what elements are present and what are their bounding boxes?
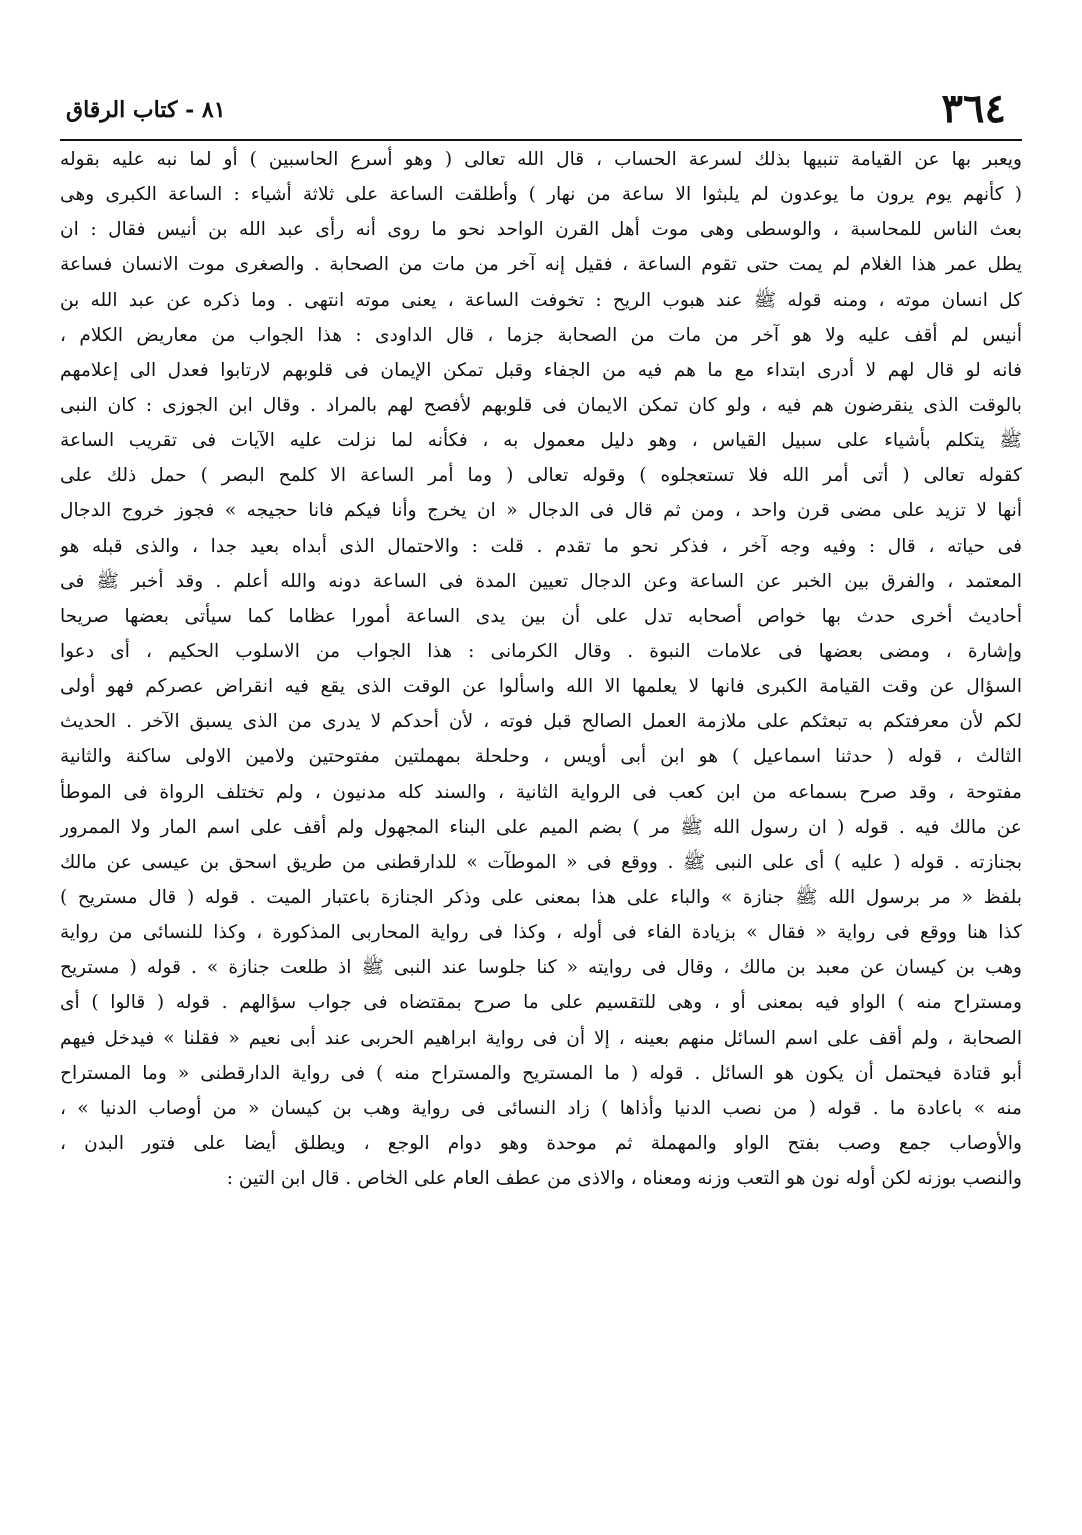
- text-line: الصحابة ، ولم أقف على اسم السائل منهم بعينه ، إلا أن فى رواية ابراهيم الحربى عند أبى نعيم « فقلنا » فيدخل فيهم: [60, 1027, 1022, 1049]
- text-line: عن مالك فيه . قوله ( ان رسول الله ﷺ مر ) بضم الميم على البناء المجهول ولم أقف على اسم المار ولا الممرور: [60, 816, 1022, 838]
- text-line: لكم لأن معرفتكم به تبعثكم على ملازمة العمل الصالح قبل فوته ، لأن أحدكم لا يدرى من الذى يسبق الآخر . الحديث: [60, 711, 1022, 733]
- text-line: أنيس لم أقف عليه ولا هو آخر من مات من الصحابة جزما ، قال الداودى : هذا الجواب من معاريض الكلام ،: [60, 324, 1022, 346]
- text-line: أبو قتادة فيحتمل أن يكون هو السائل . قوله ( ما المستريح والمستراح منه ) فى رواية الدارقطنى « وما المستراح: [60, 1062, 1022, 1084]
- text-line: ( كأنهم يوم يرون ما يوعدون لم يلبثوا الا ساعة من نهار ) وأطلقت الساعة على ثلاثة أشياء : الساعة الكبرى وهى: [60, 184, 1022, 206]
- text-line: منه » باعادة ما . قوله ( من نصب الدنيا وأذاها ) زاد النسائى فى رواية وهب بن كيسان « من أوصاب الدنيا » ،: [60, 1097, 1022, 1119]
- text-line: بجنازته . قوله ( عليه ) أى على النبى ﷺ . ووقع فى « الموطآت » للدارقطنى من طريق اسحق بن عيسى عن مالك: [60, 851, 1022, 873]
- text-line: بعث الناس للمحاسبة ، والوسطى وهى موت أهل القرن الواحد نحو ما روى أنه رأى عبد الله بن أنيس فقال : ان: [60, 219, 1022, 241]
- text-line: السؤال عن وقت القيامة الكبرى فانها لا يعلمها الا الله واسألوا عن الوقت الذى يقع فيه انقراض عصركم فهو أولى: [60, 676, 1022, 698]
- text-line: ومستراح منه ) الواو فيه بمعنى أو ، وهى للتقسيم على ما صرح بمقتضاه فى جواب سؤالهم . قوله ( قالوا ) أى: [60, 992, 1022, 1014]
- text-line: والأوصاب جمع وصب بفتح الواو والمهملة ثم موحدة وهو دوام الوجع ، ويطلق أيضا على فتور البدن ،: [60, 1132, 1022, 1154]
- text-line: أنها لا تزيد على مضى قرن واحد ، ومن ثم قال فى الدجال « ان يخرج وأنا فيكم فانا حجيجه » فجوز خروج الدجال: [60, 500, 1022, 522]
- book-title: ٨١ - كتاب الرقاق: [66, 97, 226, 123]
- body-text: [60, 142, 1022, 1196]
- text-line: كذا هنا ووقع فى رواية « فقال » بزيادة الفاء فى أوله ، وكذا فى رواية المحاربى المذكورة ، وكذا للنسائى من رواية: [60, 922, 1022, 944]
- text-line: بالوقت الذى ينقرضون هم فيه ، ولو كان تمكن الايمان فى قلوبهم لأفصح لهم بالمراد . وقال ابن الجوزى : كان النبى: [60, 394, 1022, 416]
- text-line: وإشارة ، ومضى بعضها فى علامات النبوة . وقال الكرمانى : هذا الجواب من الاسلوب الحكيم ، أى دعوا: [60, 640, 1022, 662]
- text-line: فى حياته ، قال : وفيه وجه آخر ، فذكر نحو ما تقدم . قلت : والاحتمال الذى أبداه بعيد جدا ، والذى قبله هو: [60, 535, 1022, 557]
- page-header: [60, 84, 1022, 134]
- text-line: كل انسان موته ، ومنه قوله ﷺ عند هبوب الريح : تخوفت الساعة ، يعنى موته انتهى . وما ذكره عن عبد الله بن: [60, 289, 1022, 311]
- text-line: فانه لو قال لهم لا أدرى ابتداء مع ما هم فيه من الجفاء وقبل تمكن الإيمان فى قلوبهم لارتابوا فعدل الى إعلامهم: [60, 359, 1022, 381]
- text-line: والنصب بوزنه لكن أوله نون هو التعب وزنه ومعناه ، والاذى من عطف العام على الخاص . قال ابن التين :: [226, 1168, 1022, 1190]
- text-line: ﷺ يتكلم بأشياء على سبيل القياس ، وهو دليل معمول به ، فكأنه لما نزلت عليه الآيات فى تقريب الساعة: [60, 430, 1022, 452]
- page-number: ٣٦٤: [941, 85, 1006, 132]
- text-line: بلفظ « مر برسول الله ﷺ جنازة » والباء على هذا بمعنى على وذكر الجنازة باعتبار الميت . قوله ( قال مستريح ): [60, 886, 1022, 908]
- text-line: الثالث ، قوله ( حدثنا اسماعيل ) هو ابن أبى أويس ، وحلحلة بمهملتين مفتوحتين ولامين الاولى ساكنة والثانية: [60, 746, 1022, 768]
- text-line: مفتوحة ، وقد صرح بسماعه من ابن كعب فى الرواية الثانية ، والسند كله مدنيون ، ولم تختلف الرواة فى الموطأ: [60, 781, 1022, 803]
- text-line: يطل عمر هذا الغلام لم يمت حتى تقوم الساعة ، فقيل إنه آخر من مات من الصحابة . والصغرى موت الانسان فساعة: [60, 254, 1022, 276]
- text-line: وهب بن كيسان عن معبد بن مالك ، وقال فى روايته « كنا جلوسا عند النبى ﷺ اذ طلعت جنازة » . قوله ( مستريح: [60, 957, 1022, 979]
- text-line: أحاديث أخرى حدث بها خواص أصحابه تدل على أن بين يدى الساعة أمورا عظاما كما سيأتى بعضها صريحا: [60, 605, 1022, 627]
- text-line: المعتمد ، والفرق بين الخبر عن الساعة وعن الدجال تعيين المدة فى الساعة دونه والله أعلم . وقد أخبر ﷺ فى: [60, 570, 1022, 592]
- text-line: كقوله تعالى ( أتى أمر الله فلا تستعجلوه ) وقوله تعالى ( وما أمر الساعة الا كلمح البصر ) حمل ذلك على: [60, 465, 1022, 487]
- text-line: ويعبر بها عن القيامة تنبيها بذلك لسرعة الحساب ، قال الله تعالى ( وهو أسرع الحاسبين ) أو لما نبه عليه بقوله: [60, 149, 1022, 170]
- header-rule: [60, 139, 1022, 141]
